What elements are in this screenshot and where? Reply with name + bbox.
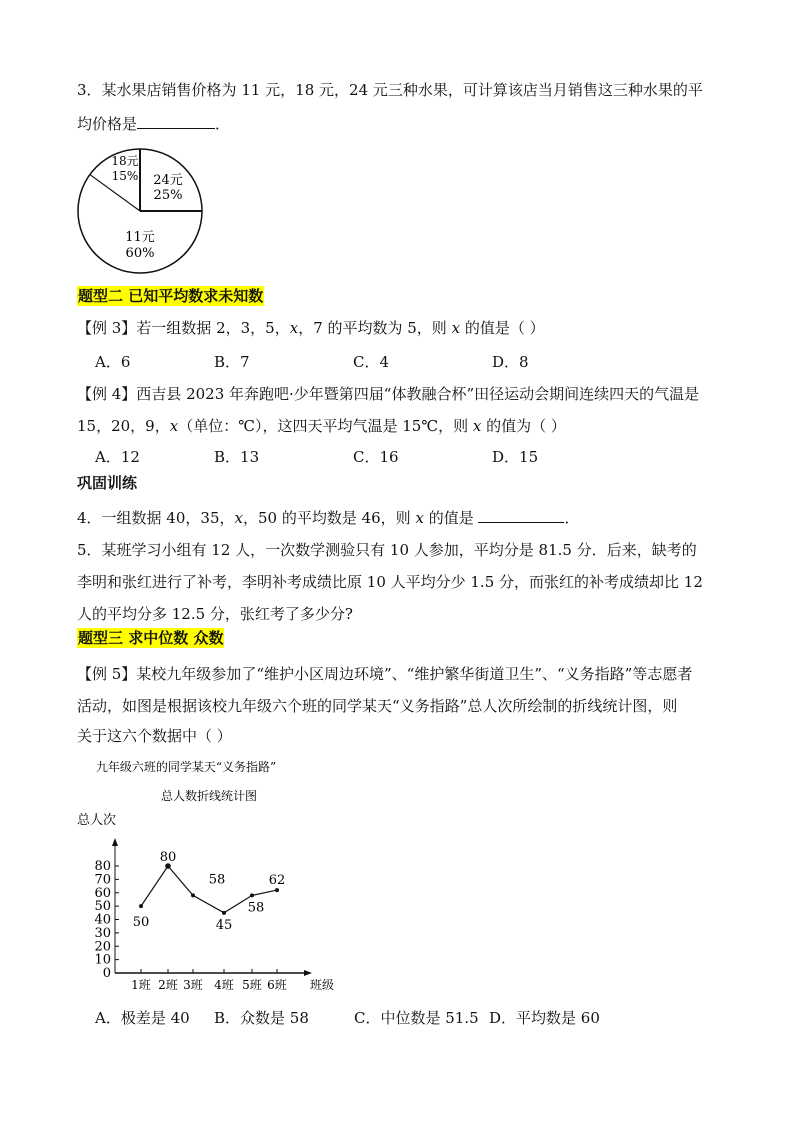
ex4-text: （单位：℃），这四天平均气温是 15℃，则 bbox=[178, 417, 473, 435]
data-point bbox=[191, 893, 195, 897]
ex3-option-d[interactable]: D．8 bbox=[492, 353, 529, 371]
pie-slice-percent: 25% bbox=[153, 188, 183, 203]
ex3-option-c[interactable]: C．4 bbox=[353, 353, 390, 371]
data-labels bbox=[133, 850, 286, 933]
y-tick-label: 40 bbox=[94, 912, 111, 928]
q4-var: x bbox=[234, 509, 243, 527]
ex3-text: ，7 的平均数为 5，则 bbox=[298, 319, 452, 337]
ex4-option-a[interactable]: A．12 bbox=[95, 448, 140, 466]
ex4-line1: 【例 4】西吉县 2023 年奔跑吧·少年暨第四届“体教融合杯”田径运动会期间连续四天的气温是 bbox=[77, 385, 700, 403]
pie-slice-label: 24元 bbox=[153, 173, 183, 188]
ex3-text: 的值是（ ） bbox=[460, 319, 545, 337]
x-tick-label: 2班 bbox=[158, 978, 178, 992]
ex4-var: x bbox=[472, 417, 482, 435]
ex5-option-a[interactable]: A．极差是 40 bbox=[95, 1009, 190, 1027]
ex3-option-a[interactable]: A．6 bbox=[95, 353, 131, 371]
x-tick-label: 6班 bbox=[267, 978, 287, 992]
ex3-var: x bbox=[289, 319, 299, 337]
y-tick-label: 0 bbox=[102, 966, 111, 981]
ex5-line3: 关于这六个数据中（ ） bbox=[77, 727, 232, 745]
chart-title: 九年级六班的同学某天“义务指路” bbox=[95, 760, 277, 774]
x-tick-label: 4班 bbox=[214, 978, 234, 992]
q4-text: ，50 的平均数是 46，则 bbox=[242, 509, 416, 527]
y-tick-label: 50 bbox=[94, 899, 111, 915]
y-tick-label: 70 bbox=[94, 872, 111, 888]
pie-slice-label: 18元 bbox=[111, 154, 139, 168]
q4-question bbox=[77, 508, 579, 528]
x-tick-label: 5班 bbox=[242, 978, 262, 992]
pie-slice-percent: 15% bbox=[111, 169, 139, 183]
y-tick-label: 20 bbox=[94, 939, 111, 955]
x-axis-arrow bbox=[304, 970, 312, 976]
q3-line2-end: ． bbox=[215, 115, 231, 133]
ex4-line2 bbox=[77, 416, 566, 436]
ex4-text: 的值为（ ） bbox=[481, 417, 566, 435]
q3-line2 bbox=[77, 114, 230, 134]
data-point bbox=[250, 893, 254, 897]
ex5-option-b[interactable]: B．众数是 58 bbox=[214, 1009, 309, 1027]
y-axis-label: 总人次 bbox=[77, 813, 117, 828]
data-label: 50 bbox=[132, 915, 150, 931]
line-chart bbox=[72, 755, 342, 995]
q4-text: 4．一组数据 40，35， bbox=[77, 509, 235, 527]
ex5-line1: 【例 5】某校九年级参加了“维护小区周边环境”、“维护繁华街道卫生”、“义务指路”等志愿者 bbox=[77, 665, 693, 683]
x-tick-label: 1班 bbox=[131, 978, 151, 992]
ex5-option-c[interactable]: C．中位数是 51.5 bbox=[354, 1009, 479, 1027]
data-point bbox=[222, 911, 226, 915]
ex3-var: x bbox=[451, 319, 461, 337]
ex3-text: 【例 3】若一组数据 2，3，5， bbox=[77, 319, 290, 337]
q3-line2-text: 均价格是 bbox=[77, 115, 138, 133]
y-tick-label: 30 bbox=[94, 925, 111, 941]
section-heading-3: 题型三 求中位数 众数 bbox=[78, 629, 224, 647]
ex5-line2: 活动，如图是根据该校九年级六个班的同学某天“义务指路”总人次所绘制的折线统计图，则 bbox=[77, 697, 678, 715]
data-label: 80 bbox=[159, 850, 177, 865]
q5-line3: 人的平均分多 12.5 分，张红考了多少分? bbox=[77, 605, 353, 623]
q3-answer-blank[interactable] bbox=[137, 114, 215, 129]
y-axis-arrow bbox=[112, 838, 118, 846]
data-point bbox=[139, 904, 143, 908]
pie-slice-label: 11元 bbox=[125, 230, 155, 245]
x-tick-label: 3班 bbox=[183, 978, 203, 992]
ex5-option-d[interactable]: D．平均数是 60 bbox=[489, 1009, 600, 1027]
ex3-question bbox=[77, 318, 545, 338]
ex4-text: 15，20，9， bbox=[77, 417, 170, 435]
ex4-option-d[interactable]: D．15 bbox=[492, 448, 539, 466]
section-heading-2: 题型二 已知平均数求未知数 bbox=[78, 287, 264, 305]
ex4-var: x bbox=[169, 417, 179, 435]
q4-text: 的值是 bbox=[423, 509, 479, 527]
data-label: 58 bbox=[208, 872, 226, 888]
ex4-option-b[interactable]: B．13 bbox=[214, 448, 260, 466]
chart-subtitle: 总人数折线统计图 bbox=[160, 789, 258, 803]
ex3-option-b[interactable]: B．7 bbox=[214, 353, 250, 371]
data-label: 45 bbox=[215, 917, 233, 933]
pie-chart bbox=[72, 143, 208, 279]
data-label: 58 bbox=[247, 900, 265, 916]
q5-line1: 5．某班学习小组有 12 人，一次数学测验只有 10 人参加，平均分是 81.5 分．后来，缺考的 bbox=[77, 541, 697, 559]
q4-text: ． bbox=[564, 509, 580, 527]
q4-answer-blank[interactable] bbox=[478, 508, 564, 523]
data-point bbox=[275, 888, 279, 892]
data-label: 62 bbox=[268, 873, 286, 889]
ex4-option-c[interactable]: C．16 bbox=[353, 448, 399, 466]
y-tick-label: 80 bbox=[94, 859, 111, 874]
q3-line1: 3．某水果店销售价格为 11 元，18 元，24 元三种水果，可计算该店当月销售这三种水果的平 bbox=[77, 81, 703, 99]
pie-slice-percent: 60% bbox=[125, 246, 155, 261]
q4-var: x bbox=[415, 509, 424, 527]
q5-line2: 李明和张红进行了补考，李明补考成绩比原 10 人平均分少 1.5 分，而张红的补考成绩却比 12 bbox=[77, 573, 703, 591]
x-axis-label: 班级 bbox=[310, 978, 335, 992]
practice-heading: 巩固训练 bbox=[77, 474, 138, 492]
y-tick-label: 10 bbox=[94, 952, 111, 968]
y-tick-label: 60 bbox=[94, 885, 111, 901]
